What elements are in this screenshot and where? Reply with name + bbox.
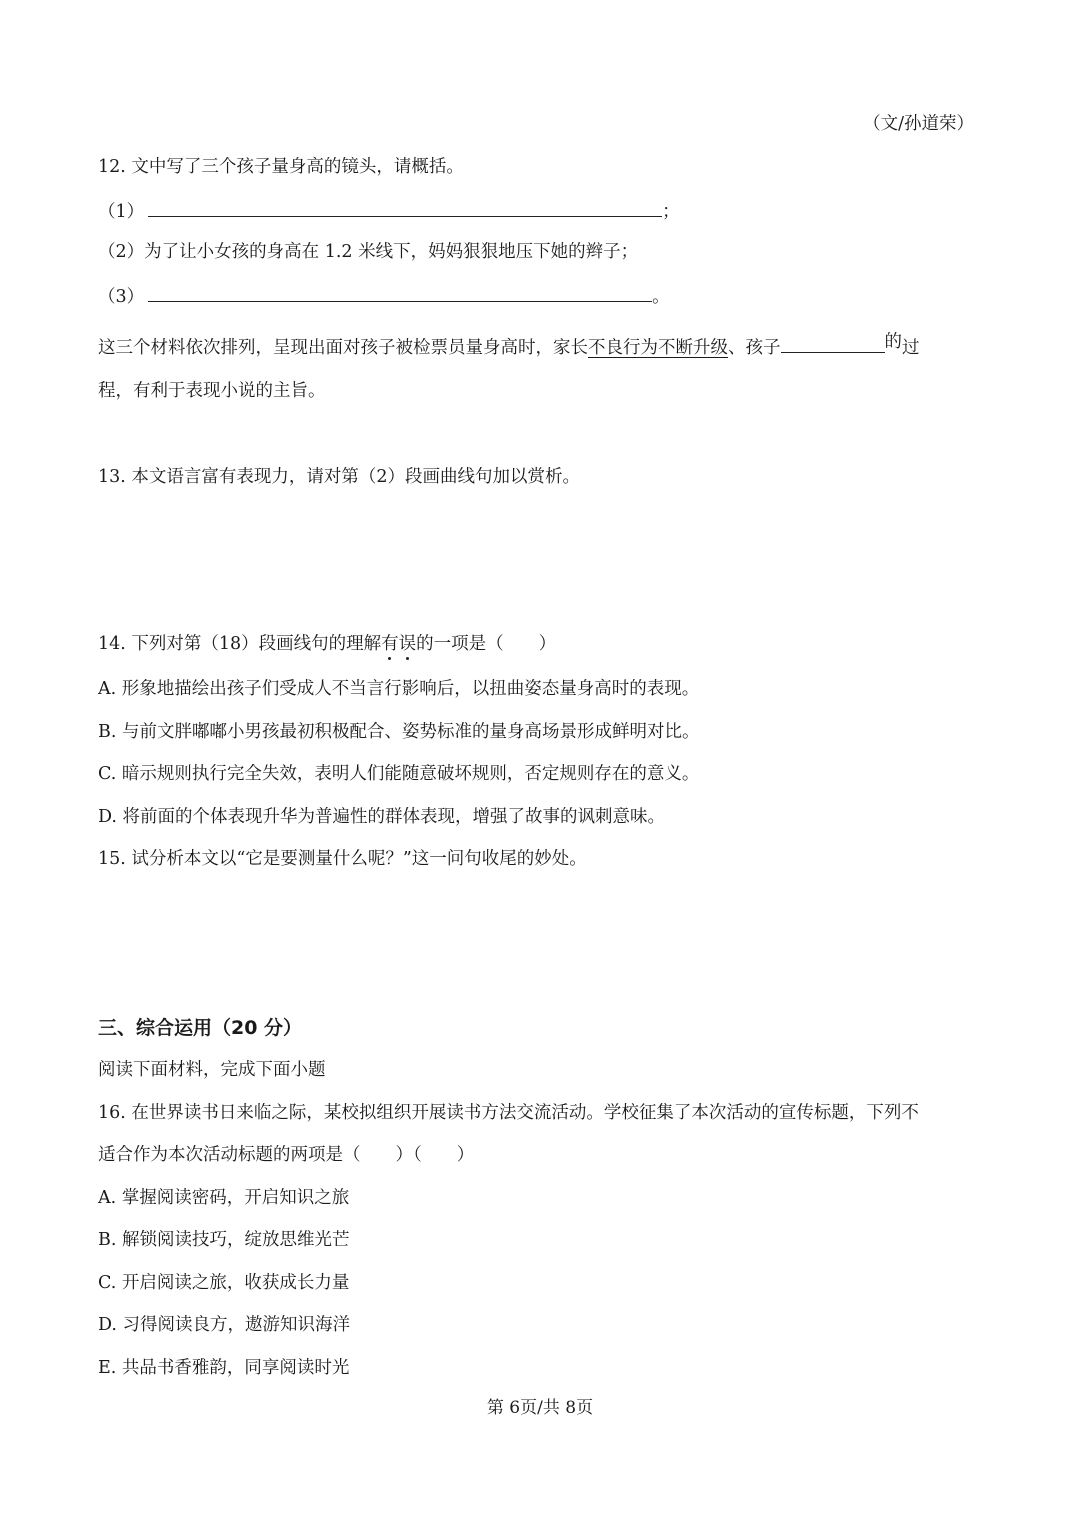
q12-item-3-label: （3）	[98, 287, 145, 307]
q12-summary-text-b: 、孩子	[728, 338, 781, 358]
section-3-instruction: 阅读下面材料，完成下面小题	[98, 1060, 326, 1080]
q12-item-3-end: 。	[652, 287, 670, 307]
q15-answer-area[interactable]	[98, 880, 978, 1000]
q12-item-1-blank[interactable]	[148, 198, 662, 217]
q13-prompt: 13. 本文语言富有表现力，请对第（2）段画曲线句加以赏析。	[98, 467, 581, 487]
q15-prompt: 15. 试分析本文以“它是要测量什么呢？”这一问句收尾的妙处。	[98, 849, 587, 869]
q16-option-d[interactable]: D. 习得阅读良方，遨游知识海洋	[98, 1315, 351, 1335]
q12-item-1-label: （1）	[98, 202, 145, 222]
q14-prompt-text-b: 的一项是（ ）	[416, 634, 557, 654]
q12-summary-line-2: 程，有利于表现小说的主旨。	[98, 381, 326, 401]
q12-summary-text-d: 过	[902, 338, 920, 358]
page-number-footer: 第 6页/共 8页	[486, 1398, 594, 1418]
q16-option-a[interactable]: A. 掌握阅读密码，开启知识之旅	[98, 1188, 350, 1208]
q16-option-c[interactable]: C. 开启阅读之旅，收获成长力量	[98, 1273, 350, 1293]
q14-emphasis-char-1: 有	[381, 634, 399, 654]
q14-emphasis-char-2: 误	[398, 634, 417, 654]
q12-prompt: 12. 文中写了三个孩子量身高的镜头，请概括。	[98, 157, 464, 177]
q16-prompt-line-1: 16. 在世界读书日来临之际，某校拟组织开展读书方法交流活动。学校征集了本次活动的宣传标题，下列不	[98, 1103, 919, 1123]
q12-summary-line-1	[98, 334, 920, 360]
q13-answer-area[interactable]	[98, 500, 978, 615]
q14-option-a[interactable]: A. 形象地描绘出孩子们受成人不当言行影响后，以扭曲姿态量身高时的表现。	[98, 679, 700, 699]
q12-summary-text-c: 的	[884, 332, 902, 352]
q12-item-3-blank[interactable]	[148, 283, 652, 302]
q16-prompt-line-2: 适合作为本次活动标题的两项是（ ）（ ）	[98, 1145, 475, 1165]
q12-item-1	[98, 198, 680, 224]
q14-prompt-text-a: 14. 下列对第（18）段画线句的理解	[98, 634, 382, 654]
q14-option-d[interactable]: D. 将前面的个体表现升华为普遍性的群体表现，增强了故事的讽刺意味。	[98, 807, 666, 827]
section-3-heading: 三、综合运用（20 分）	[98, 1017, 303, 1039]
q16-option-b[interactable]: B. 解锁阅读技巧，绽放思维光芒	[98, 1230, 350, 1250]
q16-option-e[interactable]: E. 共品书香雅韵，同享阅读时光	[98, 1358, 350, 1378]
author-attribution: （文/孙道荣）	[863, 114, 974, 134]
q12-summary-underlined: 不良行为不断升级	[588, 338, 728, 358]
q12-item-2: （2）为了让小女孩的身高在 1.2 米线下，妈妈狠狠地压下她的辫子；	[98, 242, 639, 262]
q12-summary-text-a: 这三个材料依次排列，呈现出面对孩子被检票员量身高时，家长	[98, 338, 588, 358]
q12-item-1-end: ；	[662, 202, 680, 222]
q12-summary-blank[interactable]	[781, 334, 885, 353]
q14-option-b[interactable]: B. 与前文胖嘟嘟小男孩最初积极配合、姿势标准的量身高场景形成鲜明对比。	[98, 722, 700, 742]
q14-prompt	[98, 632, 556, 656]
q12-item-3	[98, 283, 670, 309]
q14-option-c[interactable]: C. 暗示规则执行完全失效，表明人们能随意破坏规则，否定规则存在的意义。	[98, 764, 700, 784]
